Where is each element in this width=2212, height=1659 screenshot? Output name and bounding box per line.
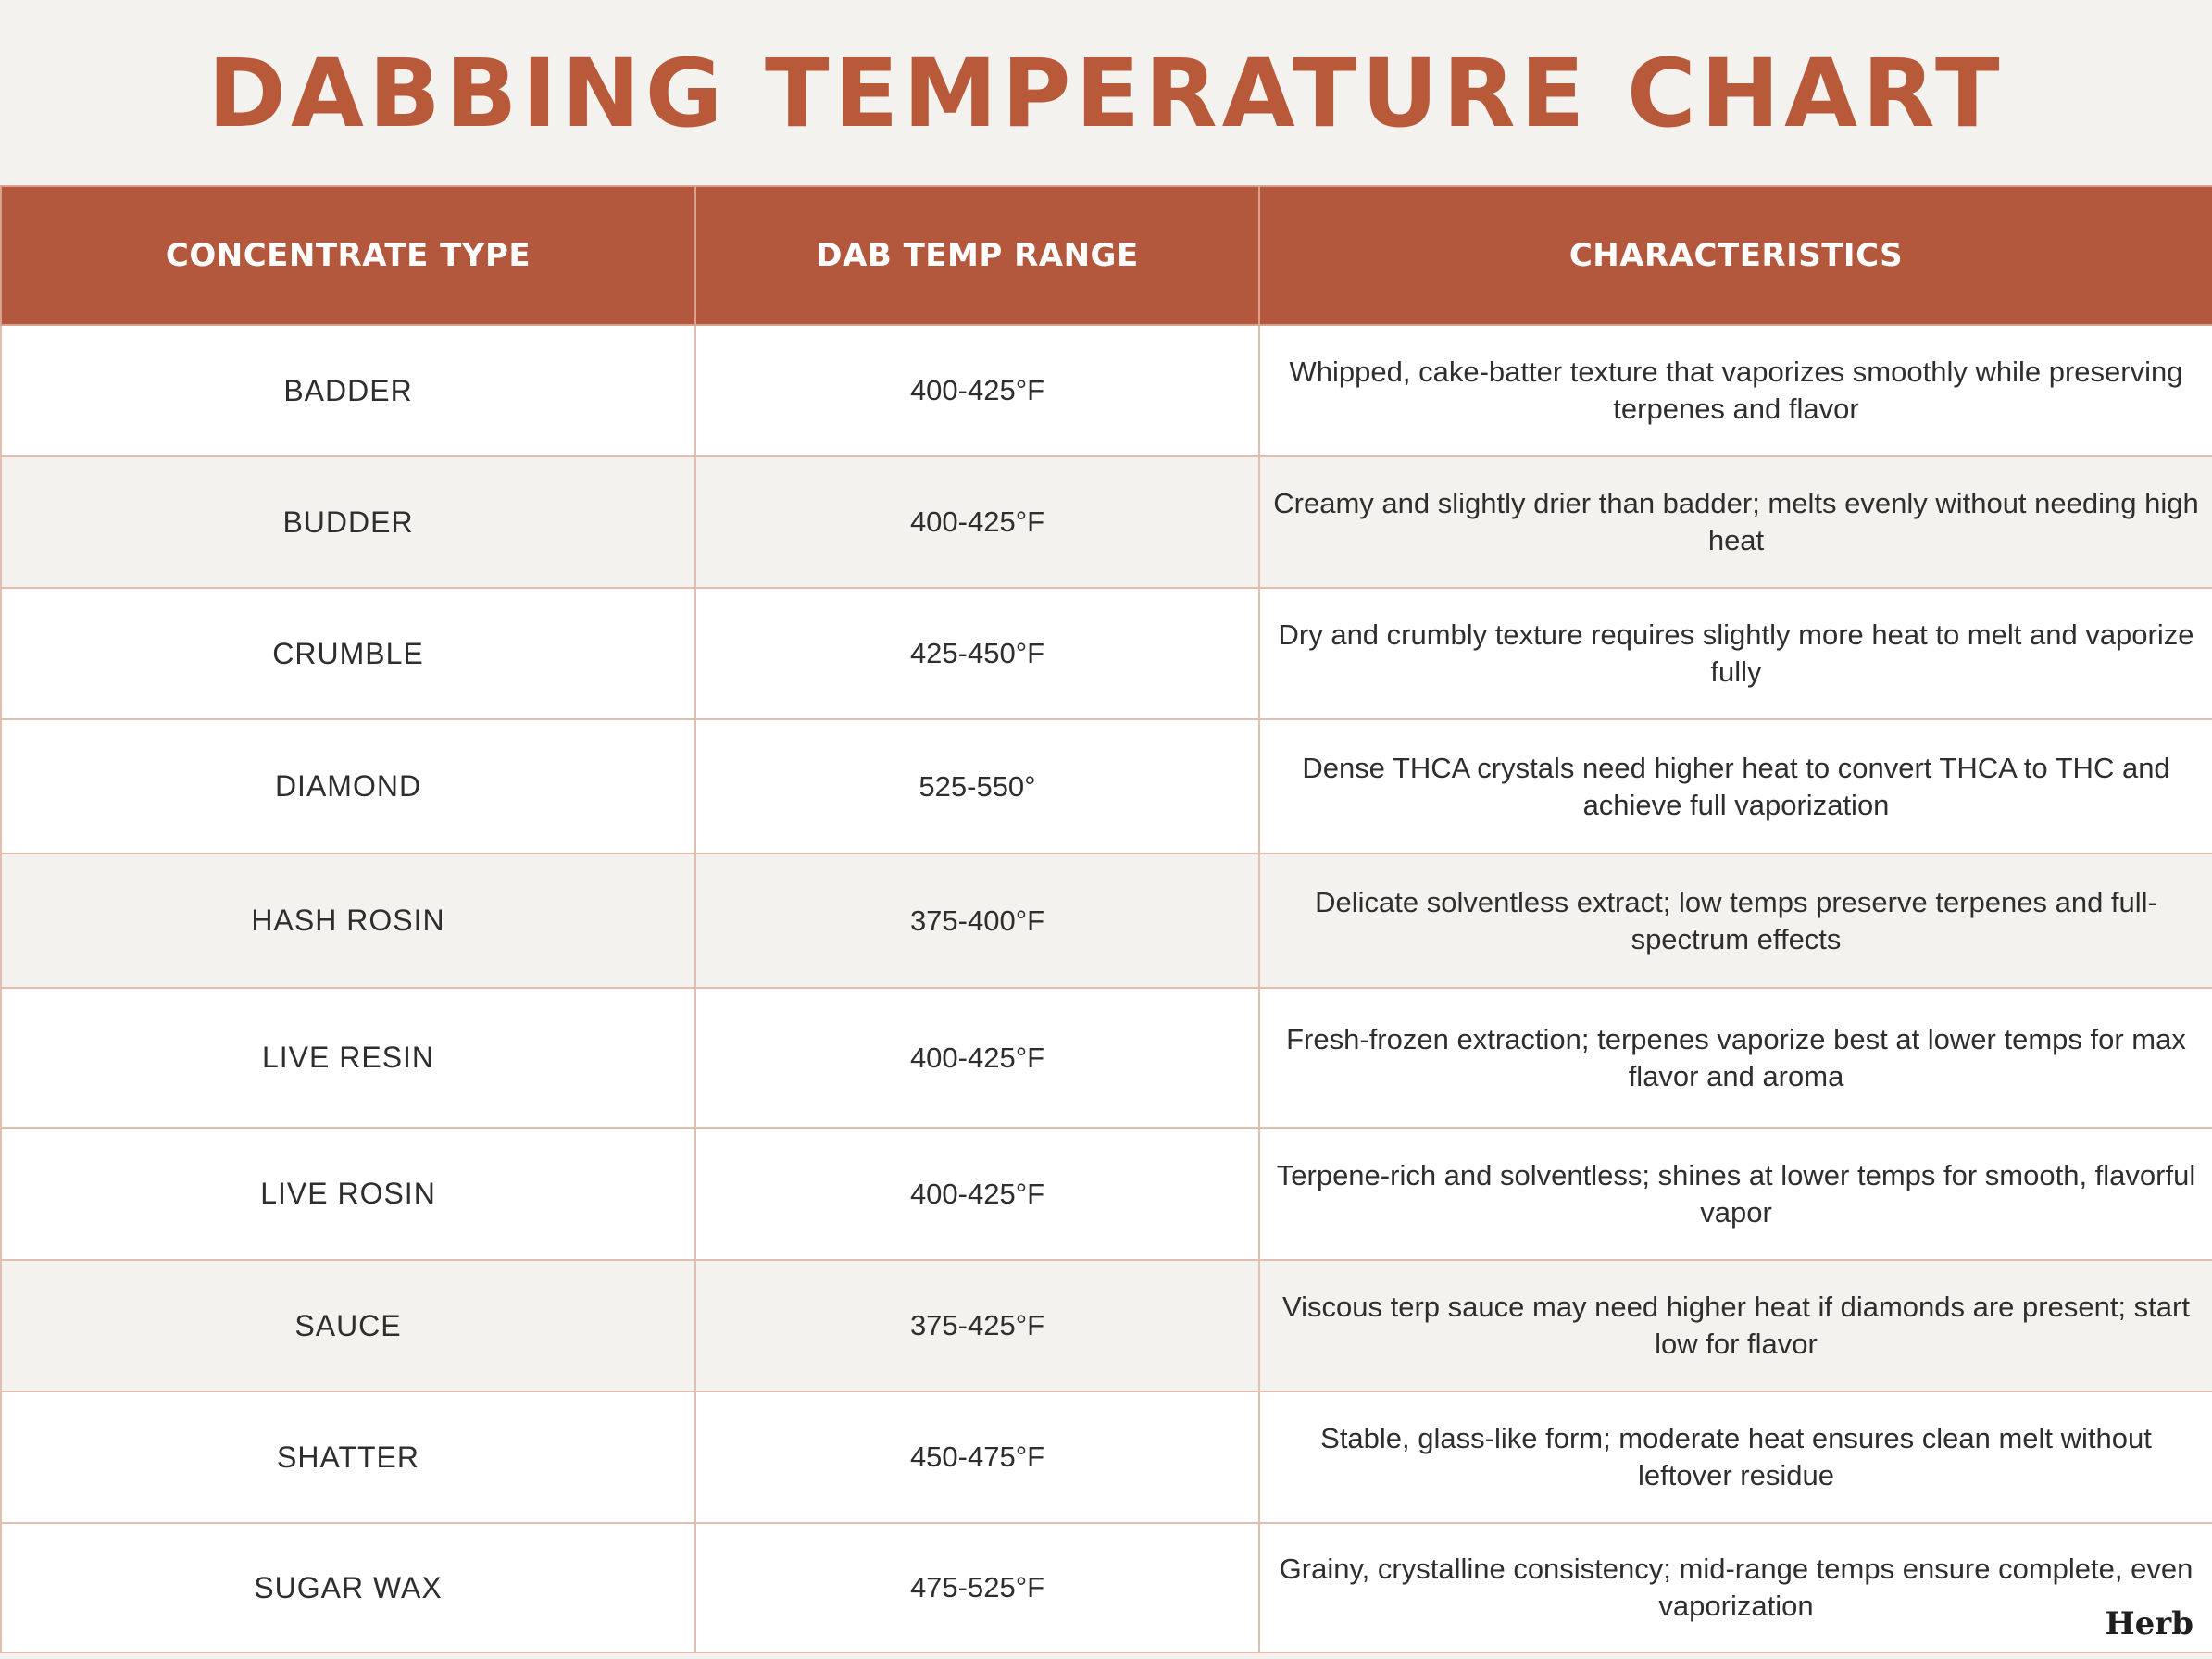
page-title: DABBING TEMPERATURE CHART <box>207 38 2005 149</box>
temp-range-cell: 425-450°F <box>695 588 1259 719</box>
characteristics-cell: Stable, glass-like form; moderate heat ensures clean melt without leftover residue <box>1259 1391 2212 1523</box>
table-row <box>1 325 2212 456</box>
temp-range-cell: 400-425°F <box>695 325 1259 456</box>
temp-range-cell: 375-425°F <box>695 1260 1259 1391</box>
concentrate-type-cell: BUDDER <box>1 456 695 588</box>
table-row <box>1 1523 2212 1653</box>
concentrate-type-cell: SHATTER <box>1 1391 695 1523</box>
table-row <box>1 1260 2212 1391</box>
characteristics-cell: Grainy, crystalline consistency; mid-range temps ensure complete, even vaporization <box>1259 1523 2212 1653</box>
table-header-row <box>1 186 2212 325</box>
column-header-characteristics: CHARACTERISTICS <box>1259 186 2212 325</box>
characteristics-cell: Whipped, cake-batter texture that vaporizes smoothly while preserving terpenes and flavor <box>1259 325 2212 456</box>
temp-range-cell: 400-425°F <box>695 456 1259 588</box>
herb-logo: Herb <box>2105 1605 2193 1642</box>
characteristics-cell: Dense THCA crystals need higher heat to convert THCA to THC and achieve full vaporization <box>1259 719 2212 854</box>
concentrate-type-cell: LIVE RESIN <box>1 988 695 1128</box>
characteristics-cell: Delicate solventless extract; low temps preserve terpenes and full-spectrum effects <box>1259 854 2212 988</box>
characteristics-cell: Creamy and slightly drier than badder; melts evenly without needing high heat <box>1259 456 2212 588</box>
table-row <box>1 588 2212 719</box>
concentrate-type-cell: DIAMOND <box>1 719 695 854</box>
concentrate-type-cell: LIVE ROSIN <box>1 1128 695 1260</box>
temp-range-cell: 475-525°F <box>695 1523 1259 1653</box>
concentrate-type-cell: SAUCE <box>1 1260 695 1391</box>
concentrate-type-cell: CRUMBLE <box>1 588 695 719</box>
table-row <box>1 988 2212 1128</box>
temp-range-cell: 525-550° <box>695 719 1259 854</box>
table-row <box>1 1128 2212 1260</box>
temperature-table <box>0 185 2212 1653</box>
table-row <box>1 719 2212 854</box>
characteristics-cell: Viscous terp sauce may need higher heat if diamonds are present; start low for flavor <box>1259 1260 2212 1391</box>
concentrate-type-cell: BADDER <box>1 325 695 456</box>
table-row <box>1 456 2212 588</box>
concentrate-type-cell: SUGAR WAX <box>1 1523 695 1653</box>
temp-range-cell: 375-400°F <box>695 854 1259 988</box>
concentrate-type-cell: HASH ROSIN <box>1 854 695 988</box>
characteristics-cell: Fresh-frozen extraction; terpenes vaporize best at lower temps for max flavor and aroma <box>1259 988 2212 1128</box>
temp-range-cell: 450-475°F <box>695 1391 1259 1523</box>
table-row <box>1 854 2212 988</box>
characteristics-cell: Terpene-rich and solventless; shines at lower temps for smooth, flavorful vapor <box>1259 1128 2212 1260</box>
table-row <box>1 1391 2212 1523</box>
temp-range-cell: 400-425°F <box>695 988 1259 1128</box>
temp-range-cell: 400-425°F <box>695 1128 1259 1260</box>
characteristics-cell: Dry and crumbly texture requires slightly more heat to melt and vaporize fully <box>1259 588 2212 719</box>
column-header-concentrate-type: CONCENTRATE TYPE <box>1 186 695 325</box>
column-header-dab-temp-range: DAB TEMP RANGE <box>695 186 1259 325</box>
